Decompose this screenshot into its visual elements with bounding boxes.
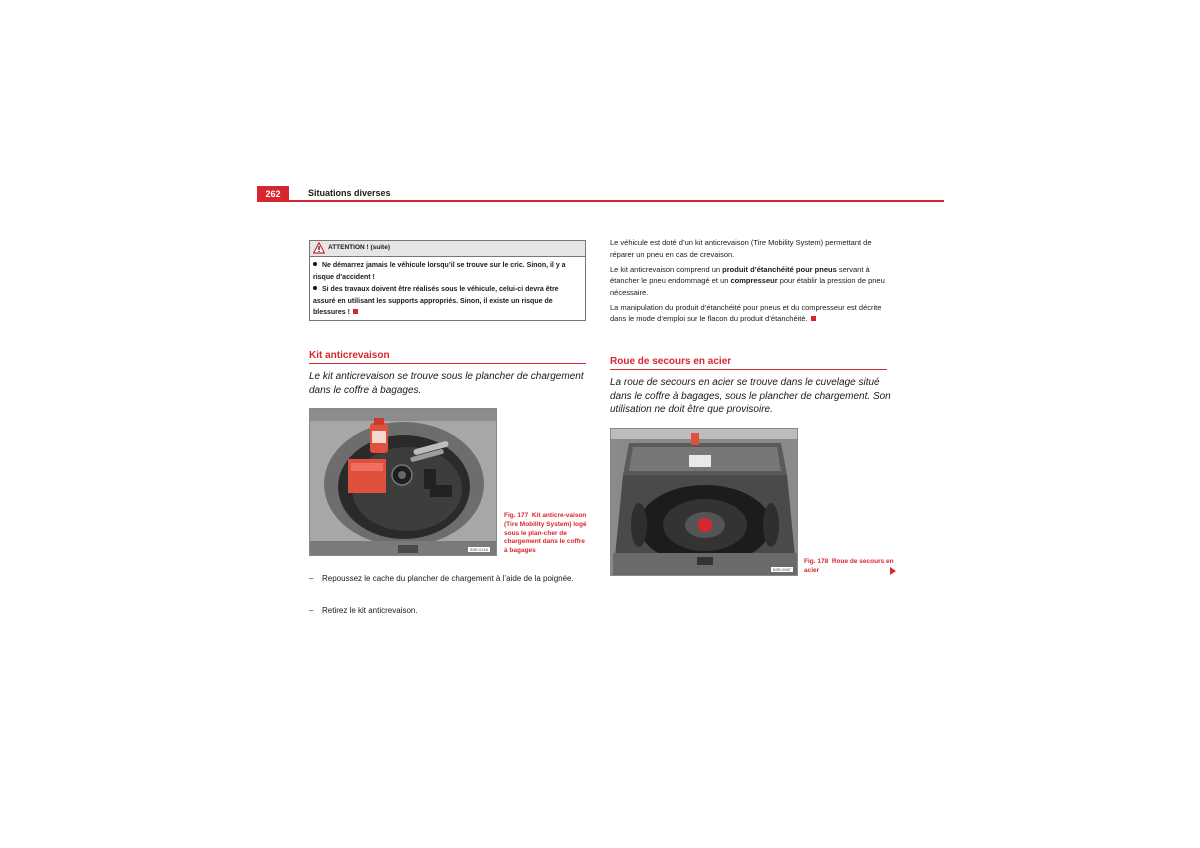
paragraph: La manipulation du produit d’étanchéité pour pneus et du compresseur est décrite dans le mode d’emploi sur le flacon du produit d’étanchéité. bbox=[610, 302, 882, 323]
continue-arrow-icon bbox=[890, 567, 896, 575]
step-item: – Repoussez le cache du plancher de chargement à l’aide de la poignée. bbox=[309, 574, 574, 583]
header-rule bbox=[257, 200, 944, 202]
section-title: Situations diverses bbox=[308, 188, 391, 198]
page-number: 262 bbox=[257, 186, 289, 202]
warning-item: Si des travaux doivent être réalisés sous le véhicule, celui-ci devra être assuré en utilisant les supports appropriés. Sinon, il existe un risque de blessures ! bbox=[313, 286, 559, 316]
bullet-icon bbox=[313, 262, 317, 266]
figure-code: B3R-0216 bbox=[469, 547, 488, 552]
step-item: – Retirez le kit anticrevaison. bbox=[309, 606, 418, 615]
figure-code: B3R-0087 bbox=[773, 567, 792, 572]
end-marker-icon bbox=[811, 316, 816, 321]
warning-box bbox=[309, 240, 586, 321]
warning-item: Ne démarrez jamais le véhicule lorsqu’il se trouve sur le cric. Sinon, il y a risque d’accident ! bbox=[313, 262, 566, 281]
end-marker-icon bbox=[353, 309, 358, 314]
paragraph: Le kit anticrevaison comprend un produit d’étanchéité pour pneus servant à étancher le pneu endommagé et un compresseur pour établir la pression de pneu nécessaire. bbox=[610, 264, 885, 297]
kit-heading: Kit anticrevaison bbox=[309, 350, 390, 361]
spare-lead: La roue de secours en acier se trouve dans le cuvelage situé dans le coffre à bagages, sous le plancher de chargement. Son utilisation ne doit être que provisoire. bbox=[610, 377, 891, 415]
tire-kit-illustration bbox=[310, 409, 497, 556]
warning-triangle-icon bbox=[313, 242, 325, 254]
figure-178 bbox=[610, 428, 798, 576]
figure-177-caption: Fig. 177 Kit anticre-vaison (Tire Mobility System) logé sous le plan-cher de chargement dans le coffre à bagages bbox=[504, 512, 587, 555]
kit-heading-rule bbox=[309, 363, 586, 364]
bullet-icon bbox=[313, 286, 317, 290]
spare-wheel-illustration bbox=[611, 429, 798, 576]
warning-title: ATTENTION ! (suite) bbox=[328, 244, 390, 251]
warning-header bbox=[310, 241, 585, 257]
figure-177 bbox=[309, 408, 497, 556]
paragraph: Le véhicule est doté d’un kit anticrevaison (Tire Mobility System) permettant de réparer un pneu en cas de crevaison. bbox=[610, 238, 872, 259]
kit-lead: Le kit anticrevaison se trouve sous le plancher de chargement dans le coffre à bagages. bbox=[309, 371, 584, 396]
intro-text bbox=[610, 237, 890, 328]
spare-heading-rule bbox=[610, 369, 887, 370]
spare-heading: Roue de secours en acier bbox=[610, 356, 732, 367]
figure-178-caption: Fig. 178 Roue de secours en acier bbox=[804, 558, 894, 574]
